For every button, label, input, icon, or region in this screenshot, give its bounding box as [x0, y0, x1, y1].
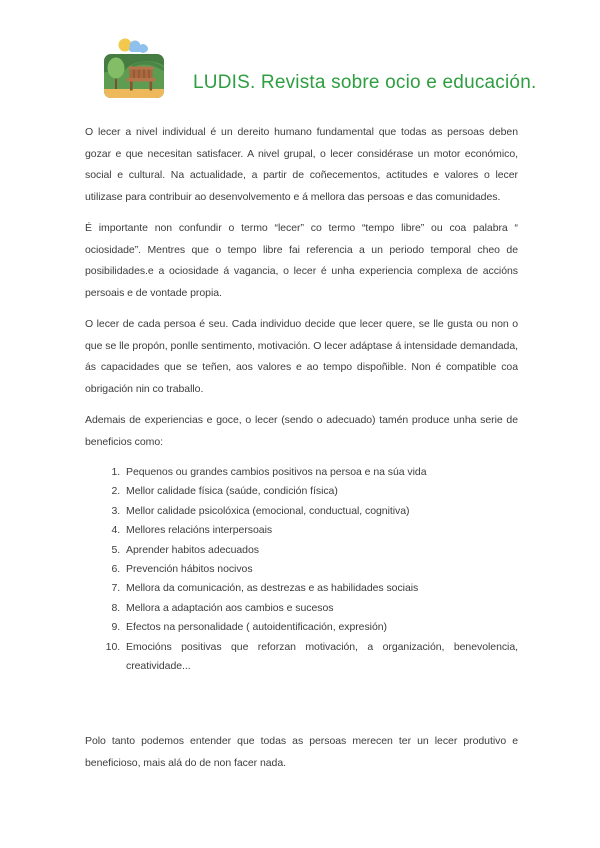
paragraph-closing: Polo tanto podemos entender que todas as persoas merecen ter un lecer produtivo e beneficioso, mais alá do de non facer nada.: [85, 735, 518, 769]
list-item: 6. Prevención hábitos nocivos: [123, 560, 518, 579]
list-item: 4. Mellores relacións interpersoais: [123, 521, 518, 540]
list-item: 1. Pequenos ou grandes cambios positivos na persoa e na súa vida: [123, 463, 518, 482]
page-header: [0, 0, 600, 100]
paragraph-personal: O lecer de cada persoa é seu. Cada individuo decide que lecer quere, se lle gusta ou non o que se lle propón, ponlle sentimento, motivación. O lecer adáptase á intensidade demandada, ás capacidades que se teñen, aos valores e ao tempo dispoñible. Non é compatible coa obrigación nin co traballo.: [85, 318, 518, 395]
paragraph-intro: O lecer a nivel individual é un dereito humano fundamental que todas as persoas deben gozar e que necesitan satisfacer. A nivel grupal, o lecer considérase un motor económico, social e cultural. Na actualidade, a partir de coñecementos, actitudes e valores o lecer utilizase para contribuir ao desenvolvemento e á mellora das persoas e das comunidades.: [85, 126, 518, 203]
paragraph-terms: É importante non confundir o termo “lecer” co termo “tempo libre” ou coa palabra “ ociosidade”. Mentres que o tempo libre fai referencia a un periodo temporal cheo de posibilidades.e a ociosidade á vagancia, o lecer é unha experiencia complexa de accións persoais e de vontade propia.: [85, 222, 518, 299]
park-logo-icon: [102, 36, 166, 100]
list-item: 3. Mellor calidade psicolóxica (emocional, conductual, cognitiva): [123, 502, 518, 521]
paragraph-benefits-lead: Ademais de experiencias e goce, o lecer (sendo o adecuado) tamén produce unha serie de beneficios como:: [85, 414, 518, 448]
list-item: 7. Mellora da comunicación, as destrezas e as habilidades sociais: [123, 579, 518, 598]
list-item: 2. Mellor calidade física (saúde, condición física): [123, 482, 518, 501]
list-item: 5. Aprender habitos adecuados: [123, 541, 518, 560]
benefits-list: [85, 463, 518, 676]
list-item: 9. Efectos na personalidade ( autoidentificación, expresión): [123, 618, 518, 637]
document-body: [0, 100, 600, 774]
page-title: LUDIS. Revista sobre ocio e educación.: [193, 72, 537, 93]
list-item: 10. Emocións positivas que reforzan motivación, a organización, benevolencia, creatividade...: [123, 638, 518, 677]
list-item: 8. Mellora a adaptación aos cambios e sucesos: [123, 599, 518, 618]
